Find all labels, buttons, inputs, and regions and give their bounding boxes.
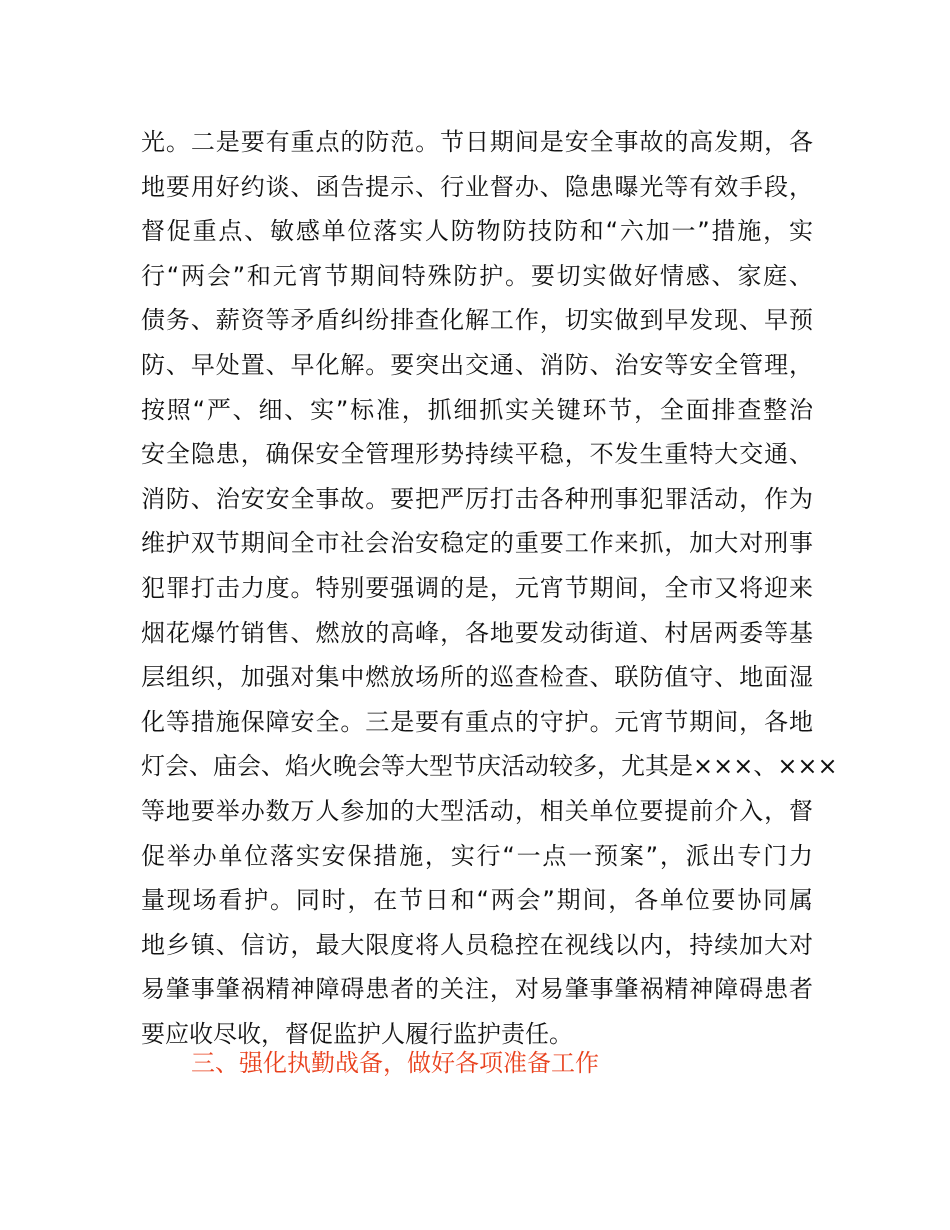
- paragraph-line: 易肇事肇祸精神障碍患者的关注，对易肇事肇祸精神障碍患者: [141, 975, 813, 1004]
- paragraph-line: 促举办单位落实安保措施，实行“一点一预案”，派出专门力: [141, 841, 813, 870]
- paragraph-line: 要应收尽收，督促监护人履行监护责任。: [141, 1019, 573, 1048]
- paragraph-line: 行“两会”和元宵节期间特殊防护。要切实做好情感、家庭、: [141, 261, 813, 290]
- paragraph-line: 地要用好约谈、函告提示、行业督办、隐患曝光等有效手段，: [141, 172, 813, 201]
- paragraph-line: 维护双节期间全市社会治安稳定的重要工作来抓，加大对刑事: [141, 529, 813, 558]
- paragraph-line: 量现场看护。同时，在节日和“两会”期间，各单位要协同属: [141, 886, 813, 915]
- paragraph-line: 化等措施保障安全。三是要有重点的守护。元宵节期间，各地: [141, 707, 813, 736]
- body-paragraph: [141, 120, 838, 1056]
- section-heading: 三、强化执勤战备，做好各项准备工作: [191, 1049, 599, 1077]
- paragraph-line: 安全隐患，确保安全管理形势持续平稳，不发生重特大交通、: [141, 440, 813, 469]
- paragraph-line: 督促重点、敏感单位落实人防物防技防和“六加一”措施，实: [141, 217, 813, 246]
- paragraph-line: 光。二是要有重点的防范。节日期间是安全事故的高发期，各: [141, 128, 813, 156]
- paragraph-line: 灯会、庙会、焰火晚会等大型节庆活动较多，尤其是×××、×××: [141, 752, 838, 781]
- paragraph-line: 消防、治安安全事故。要把严厉打击各种刑事犯罪活动，作为: [141, 484, 813, 513]
- paragraph-line: 防、早处置、早化解。要突出交通、消防、治安等安全管理，: [141, 350, 813, 379]
- paragraph-line: 等地要举办数万人参加的大型活动，相关单位要提前介入，督: [141, 796, 813, 825]
- paragraph-line: 按照“严、细、实”标准，抓细抓实关键环节，全面排查整治: [141, 395, 813, 424]
- paragraph-line: 犯罪打击力度。特别要强调的是，元宵节期间，全市又将迎来: [141, 573, 813, 602]
- paragraph-line: 地乡镇、信访，最大限度将人员稳控在视线以内，持续加大对: [141, 930, 813, 959]
- paragraph-line: 烟花爆竹销售、燃放的高峰，各地要发动街道、村居两委等基: [141, 618, 813, 647]
- paragraph-line: 层组织，加强对集中燃放场所的巡查检查、联防值守、地面湿: [141, 663, 813, 692]
- paragraph-line: 债务、薪资等矛盾纠纷排查化解工作，切实做到早发现、早预: [141, 306, 813, 335]
